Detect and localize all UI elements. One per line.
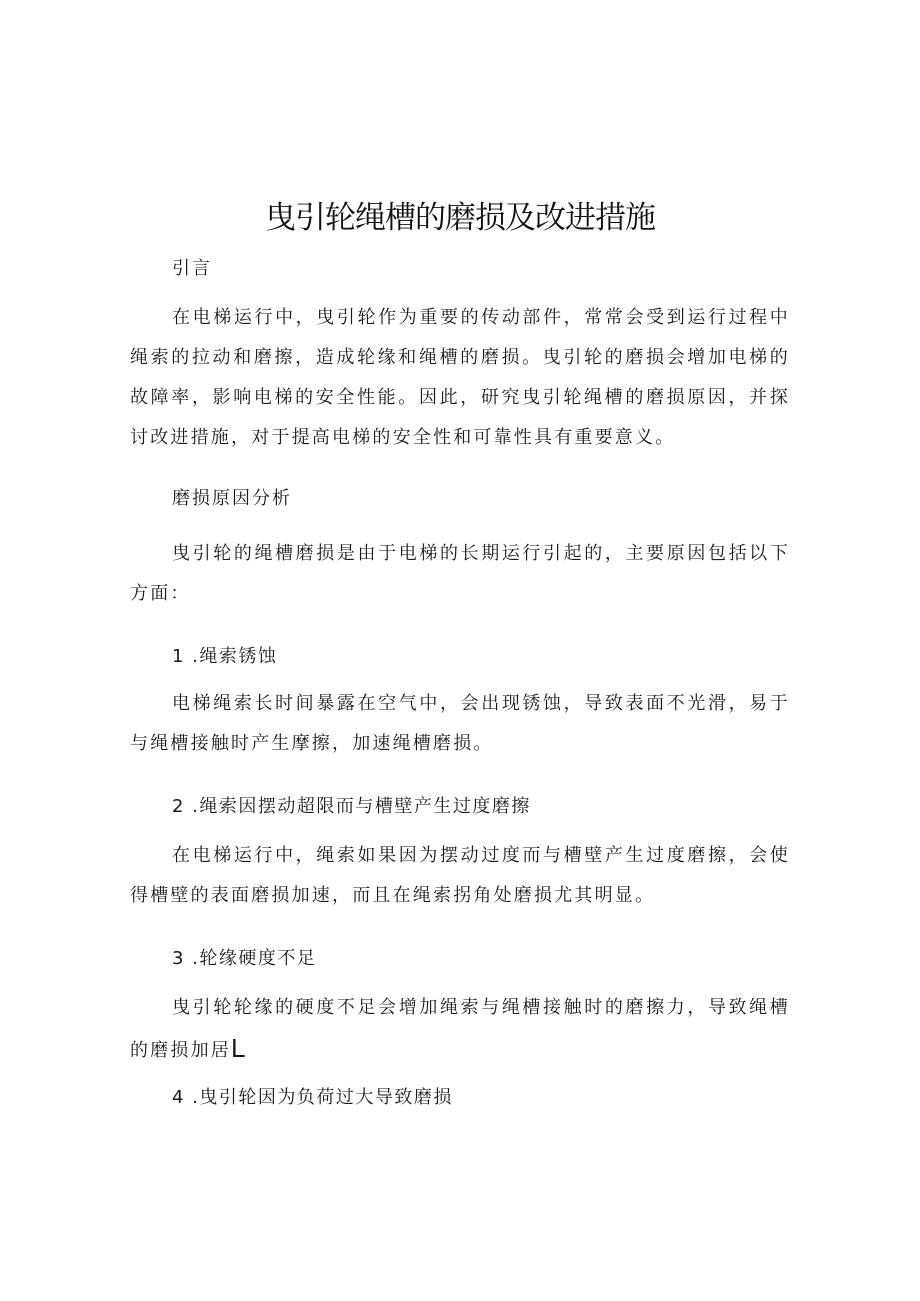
section-3-body-text: 曳引轮轮缘的硬度不足会增加绳索与绳槽接触时的磨擦力，导致绳槽的磨损加居 <box>130 997 790 1061</box>
intro-paragraph: 在电梯运行中，曳引轮作为重要的传动部件，常常会受到运行过程中绳索的拉动和磨擦，造成轮缘和绳槽的磨损。曳引轮的磨损会增加电梯的故障率，影响电梯的安全性能。因此，研究曳引轮绳槽的磨损原因，并探讨改进措施，对于提高电梯的安全性和可靠性具有重要意义。 <box>130 307 790 448</box>
analysis-heading: 磨损原因分析 <box>172 488 292 509</box>
analysis-paragraph: 曳引轮的绳槽磨损是由于电梯的长期运行引起的，主要原因包括以下方面： <box>130 543 790 604</box>
section-1-body: 电梯绳索长时间暴露在空气中，会出现锈蚀，导致表面不光滑，易于与绳槽接触时产生摩擦，加速绳槽磨损。 <box>130 693 790 754</box>
section-1-heading: 1 .绳索锈蚀 <box>172 646 278 667</box>
section-3-heading: 3 .轮缘硬度不足 <box>172 948 317 969</box>
section-3-body-tail: L <box>231 1033 246 1063</box>
section-3-body <box>130 988 790 1071</box>
document-title: 曳引轮绳槽的磨损及改进措施 <box>265 200 655 236</box>
section-4-heading: 4 .曳引轮因为负荷过大导致磨损 <box>172 1087 453 1108</box>
section-2-body: 在电梯运行中，绳索如果因为摆动过度而与槽壁产生过度磨擦，会使得槽壁的表面磨损加速，而且在绳索拐角处磨损尤其明显。 <box>130 845 790 906</box>
intro-heading: 引言 <box>172 258 212 279</box>
section-2-heading: 2 .绳索因摆动超限而与槽壁产生过度磨擦 <box>172 796 531 817</box>
